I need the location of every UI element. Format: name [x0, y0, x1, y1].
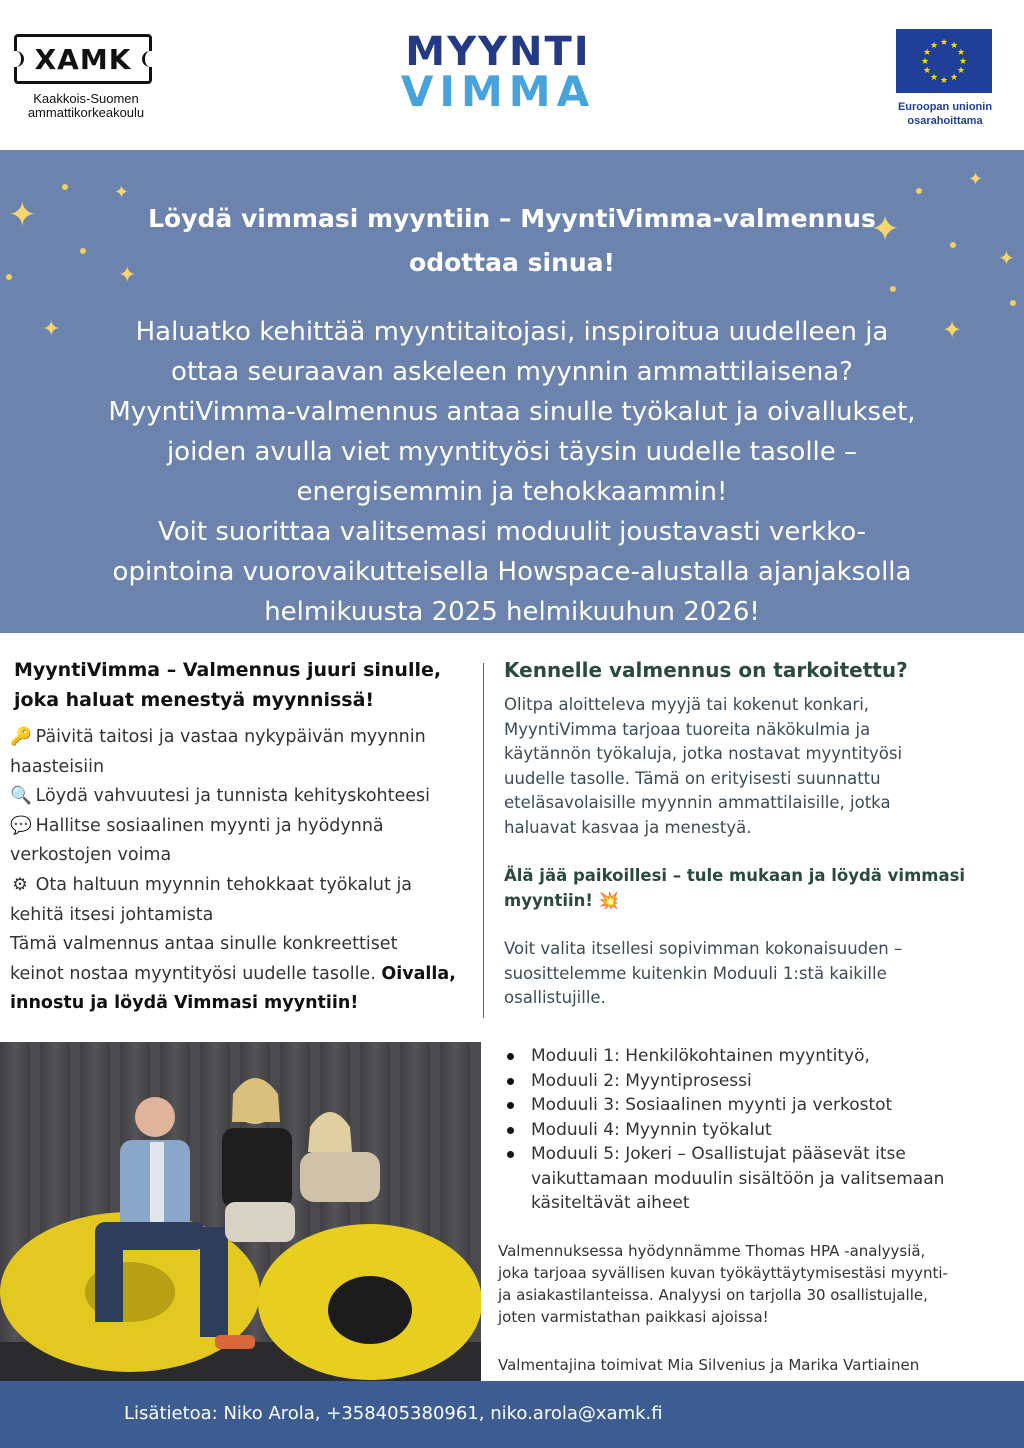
svg-text:★: ★: [939, 76, 949, 86]
eu-funding-logo: [896, 29, 994, 128]
banner-title: [80, 197, 944, 288]
xamk-logo-subtitle: [14, 92, 158, 120]
sparkle-dot: [916, 188, 922, 194]
benefit-text-continued: haasteisiin: [10, 756, 105, 777]
benefit-text: Hallitse sosiaalinen myynti ja hyödynnä: [35, 815, 384, 836]
contact-info: Lisätietoa: Niko Arola, +358405380961, niko.arola@xamk.fi: [124, 1403, 663, 1424]
benefit-text-continued: kehitä itsesi johtamista: [10, 904, 214, 925]
svg-text:★: ★: [956, 48, 966, 58]
sparkle-icon: ✦: [8, 195, 37, 235]
list-item: [10, 812, 472, 842]
paragraph-line: ja asiakastilanteissa. Analyysi on tarjolla 30 osallistujalle,: [498, 1286, 928, 1304]
eu-flag-icon: [896, 29, 992, 93]
logo-myynti: MYYNTI: [405, 29, 591, 75]
svg-text:★: ★: [949, 41, 959, 51]
closing-text-plain: keinot nostaa myyntityösi uudelle tasolle.: [10, 963, 382, 984]
list-item: [10, 723, 472, 753]
sparkle-dot: [890, 286, 896, 292]
sparkle-dot: [62, 184, 68, 190]
list-item: Moduuli 3: Sosiaalinen myynti ja verkostot: [504, 1093, 984, 1118]
collision-icon: 💥: [598, 890, 620, 910]
svg-text:★: ★: [920, 57, 930, 67]
svg-text:★: ★: [958, 57, 968, 67]
paragraph-line: käytännön työkaluja, jotka nostavat myyntityösi: [504, 744, 903, 763]
module-choice-text: [504, 937, 974, 1011]
closing-text-line: [10, 960, 472, 990]
logo-vimma: VIMMA: [400, 67, 596, 116]
paragraph-line: joten varmistathan paikkasi ajoissa!: [498, 1308, 769, 1326]
benefits-list: [10, 723, 472, 1019]
list-item: [10, 782, 472, 812]
audience-section: [504, 655, 974, 1011]
magnifier-icon: 🔍: [10, 786, 32, 807]
banner-intro-line: Voit suorittaa valitsemasi moduulit joustavasti verkko-: [158, 517, 866, 547]
sparkle-dot: [1010, 300, 1016, 306]
sparkle-icon: ✦: [114, 182, 130, 203]
benefit-text: Päivitä taitosi ja vastaa nykypäivän myynnin: [35, 727, 426, 747]
benefits-heading: [14, 655, 472, 715]
eu-funding-text: [896, 100, 994, 128]
svg-text:★: ★: [939, 38, 949, 48]
list-item: Moduuli 4: Myynnin työkalut: [504, 1118, 984, 1143]
benefits-heading-line: MyyntiVimma – Valmennus juuri sinulle,: [14, 659, 442, 681]
list-item: Moduuli 2: Myyntiprosessi: [504, 1069, 984, 1094]
svg-text:★: ★: [922, 48, 932, 58]
banner-intro-line: opintoina vuorovaikutteisella Howspace-alustalla ajanjaksolla: [112, 557, 912, 587]
banner-intro-line: MyyntiVimma-valmennus antaa sinulle työkalut ja oivallukset,: [108, 397, 916, 427]
closing-text-line: Tämä valmennus antaa sinulle konkreettiset: [10, 934, 398, 955]
benefits-section: [10, 655, 472, 1019]
paragraph-line: uudelle tasolle. Tämä on erityisesti suunnattu: [504, 768, 881, 788]
banner-intro-line: joiden avulla viet myyntityösi täysin uudelle tasolle –: [166, 437, 858, 467]
hero-banner: [0, 150, 1024, 633]
banner-title-line: Löydä vimmasi myyntiin – MyyntiVimma-valmennus: [148, 204, 876, 233]
paragraph-line: suosittelemme kuitenkin Moduuli 1:stä kaikille: [504, 963, 887, 983]
closing-text-bold: innostu ja löydä Vimmasi myyntiin!: [10, 993, 359, 1014]
benefit-text-continued: verkostojen voima: [10, 845, 172, 866]
audience-heading: Kennelle valmennus on tarkoitettu?: [504, 658, 908, 682]
benefit-text: Ota haltuun myynnin tehokkaat työkalut ja: [35, 874, 413, 895]
cta-text: myyntiin!: [504, 890, 593, 910]
photo-illustration: [0, 1042, 481, 1381]
xamk-subtitle-line: ammattikorkeakoulu: [27, 105, 145, 120]
contact-footer: [0, 1381, 1024, 1448]
module-list: [504, 1044, 984, 1216]
call-to-action: [504, 864, 974, 913]
sparkle-icon: ✦: [998, 246, 1015, 270]
sparkle-dot: [950, 242, 956, 248]
svg-text:★: ★: [922, 66, 932, 76]
banner-intro: [40, 312, 984, 632]
xamk-logo-box: [14, 34, 152, 84]
paragraph-line: haluavat kasvaa ja menestyä.: [504, 817, 752, 837]
svg-text:★: ★: [929, 73, 939, 83]
myyntivimma-logo: [393, 29, 603, 116]
xamk-logo-wordmark: XAMK: [34, 42, 132, 76]
sparkle-icon: ✦: [968, 169, 984, 190]
banner-intro-line: ottaa seuraavan askeleen myynnin ammattilaisena?: [171, 357, 853, 387]
page-header: [0, 0, 1024, 150]
paragraph-line: osallistujille.: [504, 988, 606, 1007]
coaches-photo: [0, 1042, 481, 1381]
column-divider: [483, 663, 484, 1018]
svg-text:★: ★: [929, 41, 939, 51]
audience-paragraph: [504, 693, 974, 840]
paragraph-line: Olitpa aloitteleva myyjä tai kokenut konkari,: [504, 695, 870, 714]
paragraph-line: Voit valita itsellesi sopivimman kokonaisuuden –: [504, 939, 903, 958]
sparkle-icon: ✦: [942, 316, 963, 344]
closing-text-bold: Oivalla,: [381, 963, 456, 984]
eu-stars-icon: [896, 29, 992, 93]
paragraph-line: joka tarjoaa syvällisen kuvan työkäyttäytymisestäsi myynti-: [498, 1264, 948, 1282]
gear-icon: ⚙: [12, 874, 28, 895]
sparkle-icon: ✦: [870, 209, 901, 250]
svg-text:★: ★: [949, 73, 959, 83]
eu-text-line: Euroopan unionin: [897, 101, 993, 113]
benefits-heading-line: joka haluat menestyä myynnissä!: [14, 689, 375, 711]
svg-text:★: ★: [956, 66, 966, 76]
key-icon: 🔑: [10, 727, 32, 747]
xamk-logo: [14, 34, 158, 120]
sparkle-icon: ✦: [42, 317, 61, 342]
eu-text-line: osarahoittama: [907, 115, 983, 127]
banner-intro-line: helmikuusta 2025 helmikuuhun 2026!: [264, 597, 760, 627]
paragraph-line: Valmennuksessa hyödynnämme Thomas HPA -analyysiä,: [498, 1242, 926, 1260]
sparkle-dot: [6, 274, 12, 280]
list-item: Moduuli 5: Jokeri – Osallistujat pääsevät itse vaikuttamaan moduulin sisältöön ja valitsemaan käsiteltävät aiheet: [504, 1142, 984, 1216]
paragraph-line: MyyntiVimma tarjoaa tuoreita näkökulmia ja: [504, 719, 871, 739]
cta-line: Älä jää paikoillesi – tule mukaan ja löydä vimmasi: [504, 866, 966, 885]
benefit-text: Löydä vahvuutesi ja tunnista kehityskohteesi: [35, 786, 431, 807]
banner-intro-line: energisemmin ja tehokkaammin!: [296, 477, 728, 507]
speech-bubble-icon: 💬: [10, 815, 32, 836]
thomas-hpa-text: [498, 1240, 988, 1328]
banner-intro-line: Haluatko kehittää myyntitaitojasi, inspiroitua uudelleen ja: [135, 317, 889, 347]
paragraph-line: eteläsavolaisille myynnin ammattilaisille, jotka: [504, 793, 891, 812]
list-item: [10, 871, 472, 901]
cta-line: [504, 889, 974, 914]
sparkle-icon: ✦: [118, 263, 137, 288]
list-item: Moduuli 1: Henkilökohtainen myyntityö,: [504, 1044, 984, 1069]
banner-title-line: odottaa sinua!: [409, 248, 615, 277]
coaches-text: Valmentajina toimivat Mia Silvenius ja Marika Vartiainen: [498, 1356, 920, 1374]
xamk-subtitle-line: Kaakkois-Suomen: [33, 91, 139, 106]
